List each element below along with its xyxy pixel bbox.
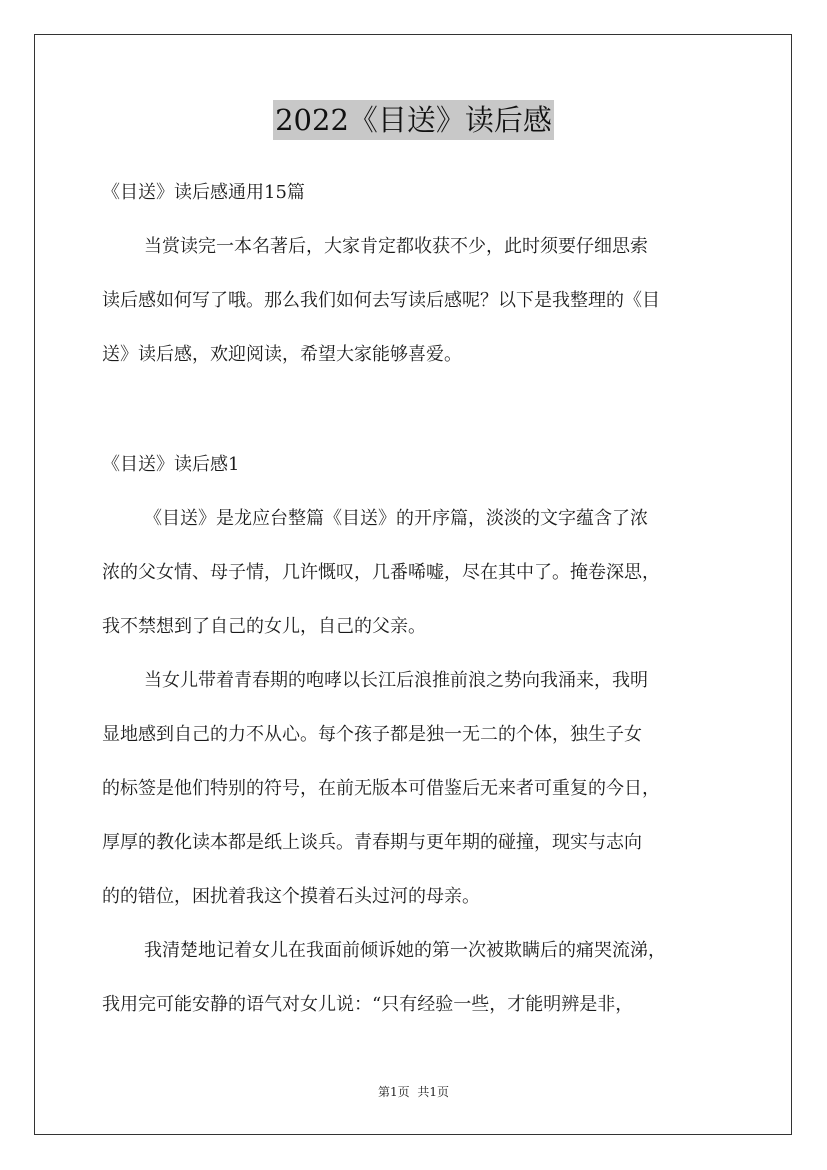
- body-line: 的的错位，困扰着我这个摸着石头过河的母亲。: [102, 886, 480, 907]
- title-area: [0, 100, 827, 140]
- body-line: 显地感到自己的力不从心。每个孩子都是独一无二的个体，独生子女: [102, 724, 642, 745]
- subtitle: 《目送》读后感通用15篇: [102, 182, 305, 203]
- intro-line: 当赏读完一本名著后，大家肯定都收获不少，此时须要仔细思索: [144, 236, 648, 257]
- page-total: 共1页: [417, 1085, 449, 1099]
- body-line: 的标签是他们特别的符号，在前无版本可借鉴后无来者可重复的今日，: [102, 778, 660, 799]
- page-footer: [0, 1084, 827, 1100]
- body-line: 我不禁想到了自己的女儿，自己的父亲。: [102, 616, 426, 637]
- body-line: 我用完可能安静的语气对女儿说：“只有经验一些，才能明辨是非，: [102, 994, 634, 1015]
- document-title: 2022《目送》读后感: [273, 100, 554, 140]
- intro-line: 送》读后感，欢迎阅读，希望大家能够喜爱。: [102, 344, 462, 365]
- section-heading: 《目送》读后感1: [102, 454, 240, 475]
- body-line: 《目送》是龙应台整篇《目送》的开序篇，淡淡的文字蕴含了浓: [144, 508, 648, 529]
- body-line: 浓的父女情、母子情，几许慨叹，几番唏嘘，尽在其中了。掩卷深思，: [102, 562, 660, 583]
- body-line: 我清楚地记着女儿在我面前倾诉她的第一次被欺瞒后的痛哭流涕，: [144, 940, 666, 961]
- body-line: 当女儿带着青春期的咆哮以长江后浪推前浪之势向我涌来，我明: [144, 670, 648, 691]
- page-number: 第1页: [378, 1085, 410, 1099]
- body-line: 厚厚的教化读本都是纸上谈兵。青春期与更年期的碰撞，现实与志向: [102, 832, 642, 853]
- intro-line: 读后感如何写了哦。那么我们如何去写读后感呢？以下是我整理的《目: [102, 290, 660, 311]
